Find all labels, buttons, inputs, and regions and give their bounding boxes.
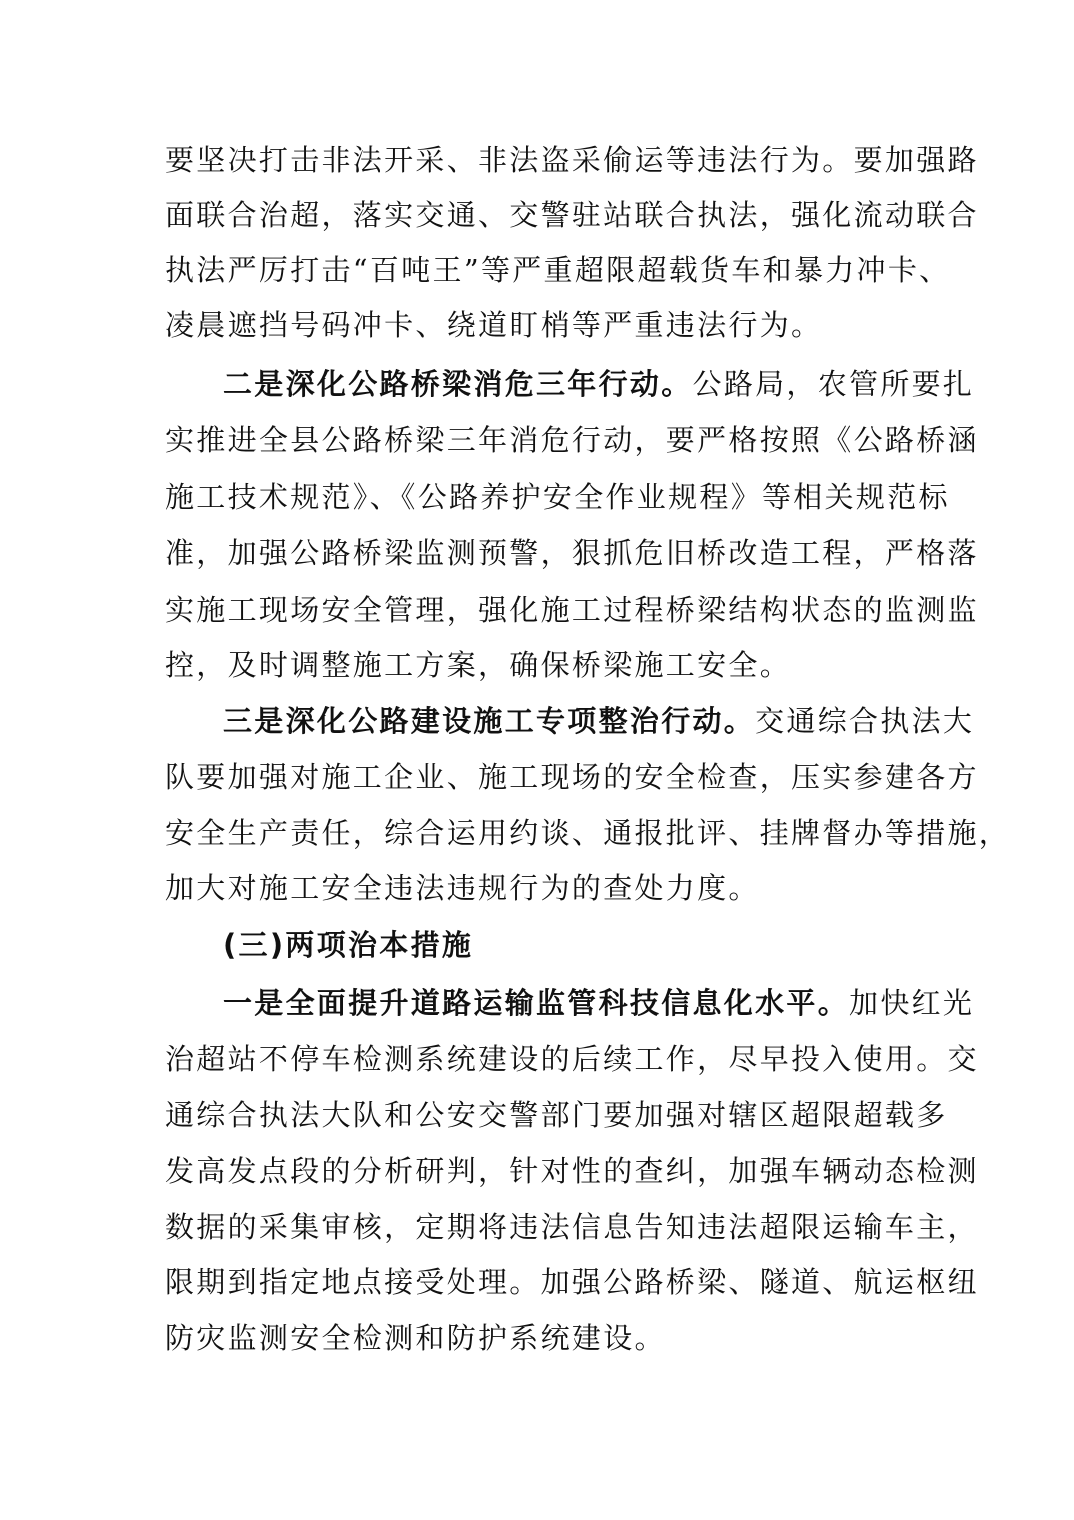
line-text: 防灾监测安全检测和防护系统建设。 bbox=[165, 1321, 666, 1355]
paragraph-heading-line bbox=[223, 701, 975, 741]
text-line bbox=[165, 1095, 948, 1135]
line-text: 控，及时调整施工方案，确保桥梁施工安全。 bbox=[165, 648, 792, 682]
text-line bbox=[165, 868, 925, 908]
line-text: 凌晨遮挡号码冲卡、绕道盯梢等严重违法行为。 bbox=[165, 308, 823, 342]
section-heading-line bbox=[223, 925, 925, 965]
text-line bbox=[165, 305, 925, 345]
line-text: 准，加强公路桥梁监测预警，狠抓危旧桥改造工程，严格落 bbox=[165, 536, 979, 570]
text-line bbox=[165, 1039, 979, 1079]
text-line bbox=[165, 1262, 979, 1302]
text-line bbox=[165, 140, 979, 180]
line-text: 交通综合执法大 bbox=[755, 704, 975, 738]
line-text: 实施工现场安全管理，强化施工过程桥梁结构状态的监测监 bbox=[165, 593, 979, 627]
section-heading: (三)两项治本措施 bbox=[223, 928, 474, 962]
paragraph-heading: 一是全面提升道路运输监管科技信息化水平。 bbox=[223, 986, 850, 1020]
text-line bbox=[165, 195, 979, 235]
text-line bbox=[165, 477, 950, 517]
text-line bbox=[165, 645, 925, 685]
text-line bbox=[165, 1207, 979, 1247]
line-text: 加大对施工安全违法违规行为的查处力度。 bbox=[165, 871, 760, 905]
text-line bbox=[165, 420, 979, 460]
line-text: 施工技术规范》、《公路养护安全作业规程》等相关规范标 bbox=[165, 480, 950, 514]
line-text: 面联合治超，落实交通、交警驻站联合执法，强化流动联合 bbox=[165, 198, 979, 232]
line-text: 限期到指定地点接受处理。加强公路桥梁、隧道、航运枢纽 bbox=[165, 1265, 979, 1299]
line-text: 安全生产责任，综合运用约谈、通报批评、挂牌督办等措施， bbox=[165, 816, 1011, 850]
paragraph-heading-line bbox=[223, 983, 975, 1023]
text-line bbox=[165, 1151, 979, 1191]
line-text: 数据的采集审核，定期将违法信息告知违法超限运输车主， bbox=[165, 1210, 979, 1244]
text-line bbox=[165, 1318, 925, 1358]
line-text: 通综合执法大队和公安交警部门要加强对辖区超限超载多 bbox=[165, 1098, 948, 1132]
paragraph-heading: 二是深化公路桥梁消危三年行动。 bbox=[223, 367, 693, 401]
line-text: 治超站不停车检测系统建设的后续工作，尽早投入使用。交 bbox=[165, 1042, 979, 1076]
line-text: 实推进全县公路桥梁三年消危行动，要严格按照《公路桥涵 bbox=[165, 423, 979, 457]
text-line bbox=[165, 813, 1011, 853]
text-line bbox=[165, 250, 951, 290]
line-text: 要坚决打击非法开采、非法盗采偷运等违法行为。要加强路 bbox=[165, 143, 979, 177]
paragraph-heading-line bbox=[223, 364, 975, 404]
line-text: 发高发点段的分析研判，针对性的查纠，加强车辆动态检测 bbox=[165, 1154, 979, 1188]
line-text: 队要加强对施工企业、施工现场的安全检查，压实参建各方 bbox=[165, 760, 979, 794]
text-line bbox=[165, 590, 979, 630]
text-line bbox=[165, 757, 979, 797]
line-text: 公路局，农管所要扎 bbox=[692, 367, 975, 401]
text-line bbox=[165, 533, 979, 573]
line-text: 加快红光 bbox=[849, 986, 975, 1020]
line-text: 执法严厉打击“百吨王”等严重超限超载货车和暴力冲卡、 bbox=[165, 253, 951, 287]
paragraph-heading: 三是深化公路建设施工专项整治行动。 bbox=[223, 704, 756, 738]
